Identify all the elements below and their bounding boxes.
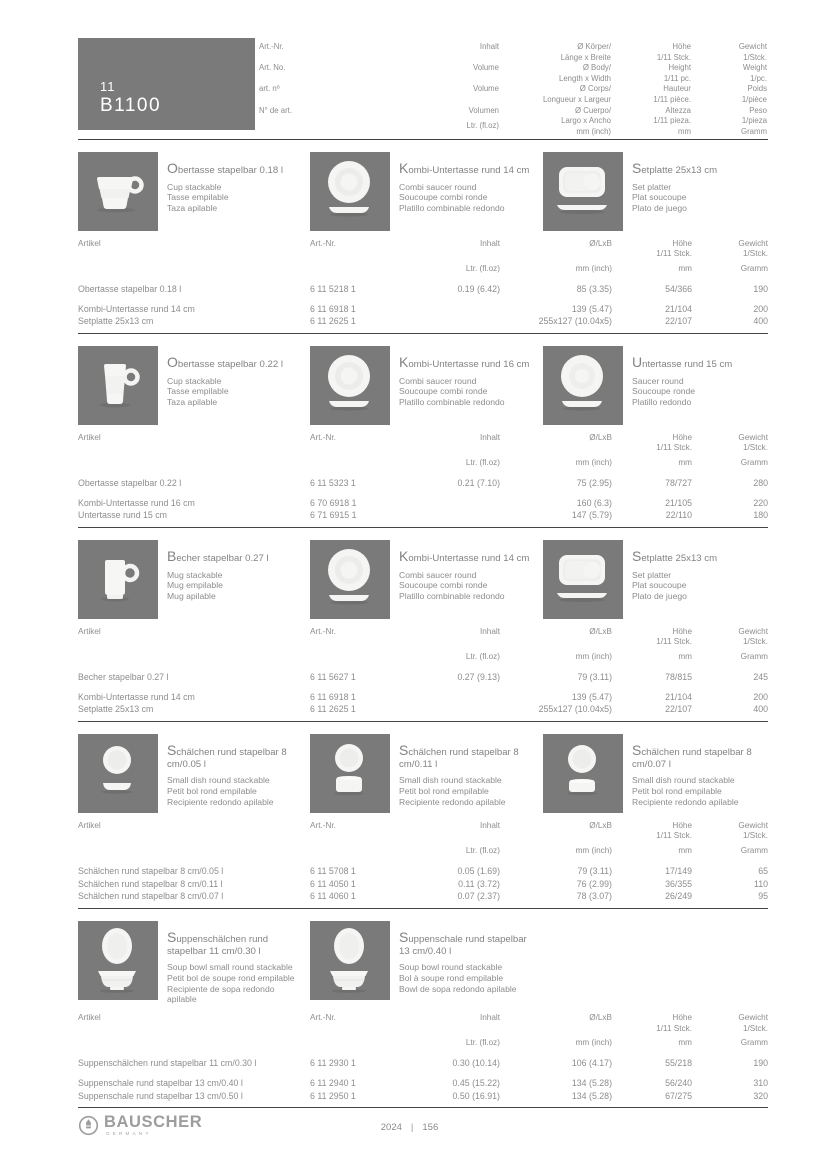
header-col-artnr: Art.-Nr. Art. No. art. nº N° de art. (259, 42, 293, 115)
cell-artikel: Setplatte 25x13 cm (78, 704, 154, 715)
unit-gewicht: Gramm (740, 651, 768, 661)
cell-gewicht: 400 (753, 316, 768, 327)
section-divider (78, 721, 768, 722)
product-cell (310, 540, 543, 619)
table-rows (78, 283, 768, 328)
product-title: Obertasse stapelbar 0.18 l (167, 160, 283, 176)
cell-inhalt: 0.30 (10.14) (452, 1058, 500, 1069)
series-code: B1100 (100, 95, 162, 116)
product-description: Small dish round stackable Petit bol rond empilable Recipiente redondo apilable (399, 775, 506, 807)
cell-artnr: 6 11 2950 1 (310, 1090, 356, 1101)
product-title: Schälchen rund stapelbar 8 cm/0.05 l (167, 742, 287, 770)
product-section (78, 346, 768, 528)
cell-gewicht: 310 (753, 1078, 768, 1088)
brand-name: BAUSCHER (104, 1113, 203, 1131)
header-divider (78, 139, 768, 140)
table-row (78, 703, 768, 716)
product-description: Soup bowl small round stackable Petit bol de soupe rond empilable Recipiente de sopa redondo apilable (167, 962, 295, 1005)
cell-dia: 78 (3.07) (576, 891, 612, 902)
product-section (78, 152, 768, 334)
unit-hoehe: mm (678, 1038, 692, 1047)
product-title: Kombi-Untertasse rund 16 cm (399, 354, 530, 370)
product-grid (78, 921, 768, 1005)
unit-hoehe: mm (678, 845, 692, 855)
col-artnr: Art.-Nr. (310, 433, 336, 442)
catalog-year: 2024 (380, 1122, 402, 1133)
cell-hoehe: 22/110 (665, 510, 692, 521)
col-dia: Ø/LxB (589, 433, 612, 442)
cell-artnr: 6 11 2940 1 (310, 1078, 356, 1088)
col-hoehe: Höhe 1/11 Stck. (656, 239, 692, 259)
product-title: Setplatte 25x13 cm (632, 548, 718, 564)
mug-icon (78, 540, 158, 619)
cell-inhalt: 0.45 (15.22) (452, 1078, 500, 1088)
product-description: Small dish round stackable Petit bol rond empilable Recipiente redondo apilable (167, 775, 274, 807)
table-row (78, 1057, 768, 1070)
table-header-row (78, 627, 768, 648)
cell-hoehe: 36/355 (665, 878, 692, 889)
cell-artnr: 6 11 5218 1 (310, 284, 356, 295)
page-value: 156 (422, 1122, 439, 1133)
cell-gewicht: 110 (753, 878, 768, 889)
stackable-cup-tall-icon (78, 346, 158, 425)
cell-inhalt: 0.07 (2.37) (457, 891, 500, 902)
cell-dia: 139 (5.47) (571, 691, 612, 702)
cell-artikel: Schälchen rund stapelbar 8 cm/0.05 l (78, 866, 224, 877)
product-title: Kombi-Untertasse rund 14 cm (399, 160, 530, 176)
product-photo (78, 921, 158, 1000)
product-photo (310, 346, 390, 425)
table-row (78, 509, 768, 522)
unit-inhalt: Ltr. (fl.oz) (465, 457, 500, 467)
table-row (78, 1090, 768, 1103)
unit-dia: mm (inch) (575, 263, 612, 273)
section-divider (78, 333, 768, 334)
table-row (78, 497, 768, 510)
cell-hoehe: 22/107 (665, 316, 692, 327)
product-description: Cup stackable Tasse empilable Taza apilable (167, 375, 229, 408)
cell-gewicht: 200 (753, 303, 768, 314)
cell-dia: 147 (5.79) (571, 510, 612, 521)
cell-gewicht: 180 (753, 510, 768, 521)
cell-gewicht: 245 (753, 672, 768, 683)
cell-artikel: Schälchen rund stapelbar 8 cm/0.07 l (78, 891, 224, 902)
unit-dia: mm (inch) (575, 651, 612, 661)
cell-hoehe: 78/815 (665, 672, 692, 683)
cell-artnr: 6 11 2625 1 (310, 704, 356, 715)
product-photo (310, 540, 390, 619)
table-row (78, 477, 768, 490)
col-dia: Ø/LxB (589, 821, 612, 830)
table-header-row (78, 239, 768, 260)
header-col-weight: Gewicht 1/Stck. Weight 1/pc. Poids 1/pièce Peso 1/pieza Gramm (738, 42, 767, 136)
cell-artikel: Suppenschale rund stapelbar 13 cm/0.50 l (78, 1090, 243, 1101)
col-inhalt: Inhalt (479, 1013, 500, 1023)
product-photo (543, 346, 623, 425)
cell-gewicht: 400 (753, 704, 768, 715)
header-col-diameter: Ø Körper/ Länge x Breite Ø Body/ Length x Width Ø Corps/ Longueur x Largeur Ø Cuerpo/ Largo x Ancho mm (inch) (542, 42, 611, 136)
product-cell (78, 540, 310, 619)
product-title: Suppenschälchen rund stapelbar 11 cm/0.30 l (167, 929, 269, 957)
col-dia: Ø/LxB (589, 1013, 612, 1023)
cell-inhalt (430, 703, 500, 716)
table-header-row (78, 821, 768, 842)
table-row (78, 303, 768, 316)
col-artnr: Art.-Nr. (310, 821, 336, 830)
cell-dia: 79 (3.11) (577, 866, 612, 877)
product-cell (543, 540, 768, 619)
table-row (78, 878, 768, 891)
col-artikel: Artikel (78, 239, 101, 248)
product-cell (543, 152, 768, 231)
col-artikel: Artikel (78, 821, 101, 830)
unit-hoehe: mm (678, 457, 692, 467)
product-cell (310, 921, 543, 1005)
cell-artikel: Obertasse stapelbar 0.18 l (78, 284, 182, 295)
product-description: Combi saucer round Soucoupe combi ronde Platillo combinable redondo (399, 569, 505, 602)
brand-country: GERMANY (106, 1131, 152, 1136)
cell-hoehe: 21/104 (665, 303, 692, 314)
col-gewicht: Gewicht 1/Stck. (738, 627, 768, 647)
cell-artikel: Setplatte 25x13 cm (78, 316, 154, 327)
product-description: Set platter Plat soucoupe Plato de juego (632, 181, 687, 214)
unit-inhalt: Ltr. (fl.oz) (465, 845, 500, 855)
header-col-volume: Inhalt Volume Volume Volumen Ltr. (fl.oz) (466, 42, 499, 131)
product-cell (310, 346, 543, 425)
catalog-page (78, 38, 768, 1108)
product-title: Schälchen rund stapelbar 8 cm/0.11 l (399, 742, 519, 770)
product-title: Setplatte 25x13 cm (632, 160, 718, 176)
product-section (78, 921, 768, 1108)
cell-artikel: Kombi-Untertasse rund 16 cm (78, 497, 195, 508)
small-dish-low-icon (78, 734, 158, 813)
set-platter-icon (543, 152, 623, 231)
col-inhalt: Inhalt (479, 433, 500, 442)
product-section (78, 540, 768, 722)
cell-hoehe: 78/727 (665, 478, 692, 489)
product-description: Set platter Plat soucoupe Plato de juego (632, 569, 687, 602)
table-row (78, 315, 768, 328)
col-inhalt: Inhalt (479, 239, 500, 248)
table-rows (78, 477, 768, 522)
combi-saucer-icon (310, 152, 390, 231)
page-number (0, 1122, 819, 1133)
product-description: Soup bowl round stackable Bol à soupe rond empilable Bowl de sopa redondo apilable (399, 962, 517, 994)
col-gewicht: Gewicht 1/Stck. (738, 1013, 768, 1033)
series-number: 11 (100, 79, 116, 94)
cell-artnr: 6 11 2930 1 (310, 1058, 356, 1069)
cell-dia: 160 (6.3) (576, 497, 612, 508)
table-units-row (78, 846, 768, 856)
col-hoehe: Höhe 1/11 Stck. (656, 1013, 692, 1033)
cell-gewicht: 200 (753, 691, 768, 702)
product-cell (310, 152, 543, 231)
product-photo (78, 540, 158, 619)
col-gewicht: Gewicht 1/Stck. (738, 239, 768, 259)
page-header (78, 38, 768, 136)
unit-gewicht: Gramm (740, 457, 768, 467)
product-description: Small dish round stackable Petit bol rond empilable Recipiente redondo apilable (632, 775, 739, 807)
col-artikel: Artikel (78, 1013, 101, 1023)
unit-dia: mm (inch) (575, 457, 612, 467)
small-dish-tall-icon (310, 734, 390, 813)
product-grid (78, 152, 768, 231)
cell-artnr: 6 11 5627 1 (310, 672, 356, 683)
unit-gewicht: Gramm (740, 263, 768, 273)
cell-inhalt: 0.05 (1.69) (457, 866, 500, 877)
product-cell (78, 921, 310, 1005)
cell-hoehe: 55/218 (665, 1058, 692, 1069)
product-cell (78, 152, 310, 231)
table-row (78, 865, 768, 878)
product-photo (78, 152, 158, 231)
product-photo (543, 152, 623, 231)
cell-artikel: Kombi-Untertasse rund 14 cm (78, 691, 195, 702)
cell-inhalt (430, 691, 500, 704)
table-rows (78, 671, 768, 716)
series-box (78, 38, 255, 130)
cell-artnr: 6 11 5708 1 (310, 866, 356, 877)
cell-inhalt: 0.27 (9.13) (457, 672, 500, 683)
product-title: Obertasse stapelbar 0.22 l (167, 354, 283, 370)
cell-inhalt: 0.19 (6.42) (457, 284, 500, 295)
product-section (78, 734, 768, 909)
cell-hoehe: 21/105 (665, 497, 692, 508)
product-photo (543, 540, 623, 619)
product-description: Cup stackable Tasse empilable Taza apilable (167, 181, 229, 214)
cell-gewicht: 190 (753, 1058, 768, 1069)
table-row (78, 691, 768, 704)
cell-dia: 79 (3.11) (577, 672, 612, 683)
cell-gewicht: 320 (753, 1090, 768, 1101)
cell-artikel: Suppenschälchen rund stapelbar 11 cm/0.30 l (78, 1058, 257, 1069)
product-photo (78, 734, 158, 813)
cell-inhalt: 0.11 (3.72) (458, 878, 500, 889)
col-gewicht: Gewicht 1/Stck. (738, 433, 768, 453)
header-columns (255, 38, 768, 136)
cell-artikel: Suppenschale rund stapelbar 13 cm/0.40 l (78, 1078, 243, 1088)
section-divider (78, 527, 768, 528)
header-col-height: Höhe 1/11 Stck. Height 1/11 pc. Hauteur 1/11 pièce. Altezza 1/11 pieza. mm (653, 42, 691, 136)
cell-hoehe: 22/107 (665, 704, 692, 715)
col-artnr: Art.-Nr. (310, 627, 336, 636)
product-description: Combi saucer round Soucoupe combi ronde Platillo combinable redondo (399, 181, 505, 214)
cell-dia: 75 (2.95) (576, 478, 612, 489)
cell-artnr: 6 11 5323 1 (310, 478, 356, 489)
stackable-cup-icon (78, 152, 158, 231)
product-photo (310, 921, 390, 1000)
cell-hoehe: 21/104 (665, 691, 692, 702)
unit-dia: mm (inch) (575, 1038, 612, 1047)
cell-dia: 134 (5.28) (571, 1090, 612, 1101)
product-title: Kombi-Untertasse rund 14 cm (399, 548, 530, 564)
set-platter-icon (543, 540, 623, 619)
col-dia: Ø/LxB (589, 627, 612, 636)
cell-inhalt: 0.21 (7.10) (457, 478, 500, 489)
cell-artnr: 6 71 6915 1 (310, 510, 357, 521)
combi-saucer-icon (310, 540, 390, 619)
table-rows (78, 1057, 768, 1102)
product-description: Saucer round Soucoupe ronde Platillo redondo (632, 375, 696, 408)
product-title: Becher stapelbar 0.27 l (167, 548, 269, 564)
table-row (78, 671, 768, 684)
table-units-row (78, 264, 768, 274)
cell-dia: 255x127 (10.04x5) (538, 704, 612, 715)
cell-inhalt (430, 497, 500, 510)
col-hoehe: Höhe 1/11 Stck. (656, 433, 692, 453)
table-units-row (78, 652, 768, 662)
product-cell (78, 734, 310, 813)
product-grid (78, 540, 768, 619)
cell-gewicht: 190 (753, 284, 768, 295)
cell-hoehe: 54/366 (665, 284, 692, 295)
unit-inhalt: Ltr. (fl.oz) (465, 1038, 500, 1047)
unit-gewicht: Gramm (740, 1038, 768, 1047)
table-units-row (78, 458, 768, 468)
cell-inhalt (430, 315, 500, 328)
section-divider (78, 908, 768, 909)
product-title: Suppenschale rund stapelbar 13 cm/0.40 l (399, 929, 527, 957)
product-title: Untertasse rund 15 cm (632, 354, 733, 370)
cell-inhalt (430, 509, 500, 522)
col-artikel: Artikel (78, 433, 101, 442)
cell-gewicht: 280 (753, 478, 768, 489)
small-dish-mid-icon (543, 734, 623, 813)
cell-inhalt (430, 303, 500, 316)
product-cell (543, 346, 768, 425)
cell-gewicht: 95 (758, 891, 768, 902)
col-artikel: Artikel (78, 627, 101, 636)
product-photo (543, 734, 623, 813)
soup-bowl-icon (310, 921, 390, 1000)
soup-bowl-icon (78, 921, 158, 1000)
table-row (78, 1077, 768, 1090)
unit-hoehe: mm (678, 263, 692, 273)
product-photo (78, 346, 158, 425)
product-title: Schälchen rund stapelbar 8 cm/0.07 l (632, 742, 752, 770)
saucer-icon (543, 346, 623, 425)
col-artnr: Art.-Nr. (310, 239, 336, 248)
cell-artnr: 6 11 4060 1 (310, 891, 356, 902)
cell-artnr: 6 11 4050 1 (310, 878, 356, 889)
col-inhalt: Inhalt (479, 627, 500, 636)
product-photo (310, 152, 390, 231)
table-header-row (78, 1013, 768, 1034)
page-footer (0, 1108, 819, 1148)
table-header-row (78, 433, 768, 454)
product-description: Combi saucer round Soucoupe combi ronde Platillo combinable redondo (399, 375, 505, 408)
cell-dia: 134 (5.28) (571, 1078, 612, 1088)
cell-hoehe: 56/240 (665, 1078, 692, 1088)
cell-inhalt: 0.50 (16.91) (452, 1090, 500, 1101)
cell-artikel: Becher stapelbar 0.27 l (78, 672, 169, 683)
cell-dia: 85 (3.35) (576, 284, 612, 295)
page-divider: | (410, 1122, 414, 1133)
cell-gewicht: 65 (758, 866, 768, 877)
cell-artnr: 6 11 6918 1 (310, 303, 356, 314)
cell-hoehe: 67/275 (665, 1090, 692, 1101)
unit-hoehe: mm (678, 651, 692, 661)
col-hoehe: Höhe 1/11 Stck. (656, 821, 692, 841)
col-hoehe: Höhe 1/11 Stck. (656, 627, 692, 647)
unit-dia: mm (inch) (575, 845, 612, 855)
table-row (78, 283, 768, 296)
cell-artikel: Schälchen rund stapelbar 8 cm/0.11 l (78, 878, 223, 889)
col-dia: Ø/LxB (589, 239, 612, 248)
table-row (78, 890, 768, 903)
cell-artnr: 6 11 6918 1 (310, 691, 356, 702)
cell-artikel: Untertasse rund 15 cm (78, 510, 167, 521)
product-cell (543, 734, 768, 813)
table-rows (78, 865, 768, 903)
product-grid (78, 734, 768, 813)
cell-artikel: Obertasse stapelbar 0.22 l (78, 478, 182, 489)
cell-dia: 76 (2.99) (576, 878, 612, 889)
product-photo (310, 734, 390, 813)
product-grid (78, 346, 768, 425)
cell-hoehe: 26/249 (665, 891, 692, 902)
cell-dia: 255x127 (10.04x5) (538, 316, 612, 327)
product-cell (78, 346, 310, 425)
cell-gewicht: 220 (753, 497, 768, 508)
cell-dia: 106 (4.17) (571, 1058, 612, 1069)
col-inhalt: Inhalt (479, 821, 500, 830)
product-cell (310, 734, 543, 813)
unit-inhalt: Ltr. (fl.oz) (465, 263, 500, 273)
cell-artikel: Kombi-Untertasse rund 14 cm (78, 303, 195, 314)
col-gewicht: Gewicht 1/Stck. (738, 821, 768, 841)
combi-saucer-icon (310, 346, 390, 425)
product-description: Mug stackable Mug empilable Mug apilable (167, 569, 223, 602)
cell-dia: 139 (5.47) (571, 303, 612, 314)
col-artnr: Art.-Nr. (310, 1013, 336, 1023)
cell-hoehe: 17/149 (665, 866, 692, 877)
cell-artnr: 6 70 6918 1 (310, 497, 357, 508)
cell-artnr: 6 11 2625 1 (310, 316, 356, 327)
table-units-row (78, 1038, 768, 1048)
unit-gewicht: Gramm (740, 845, 768, 855)
unit-inhalt: Ltr. (fl.oz) (465, 651, 500, 661)
